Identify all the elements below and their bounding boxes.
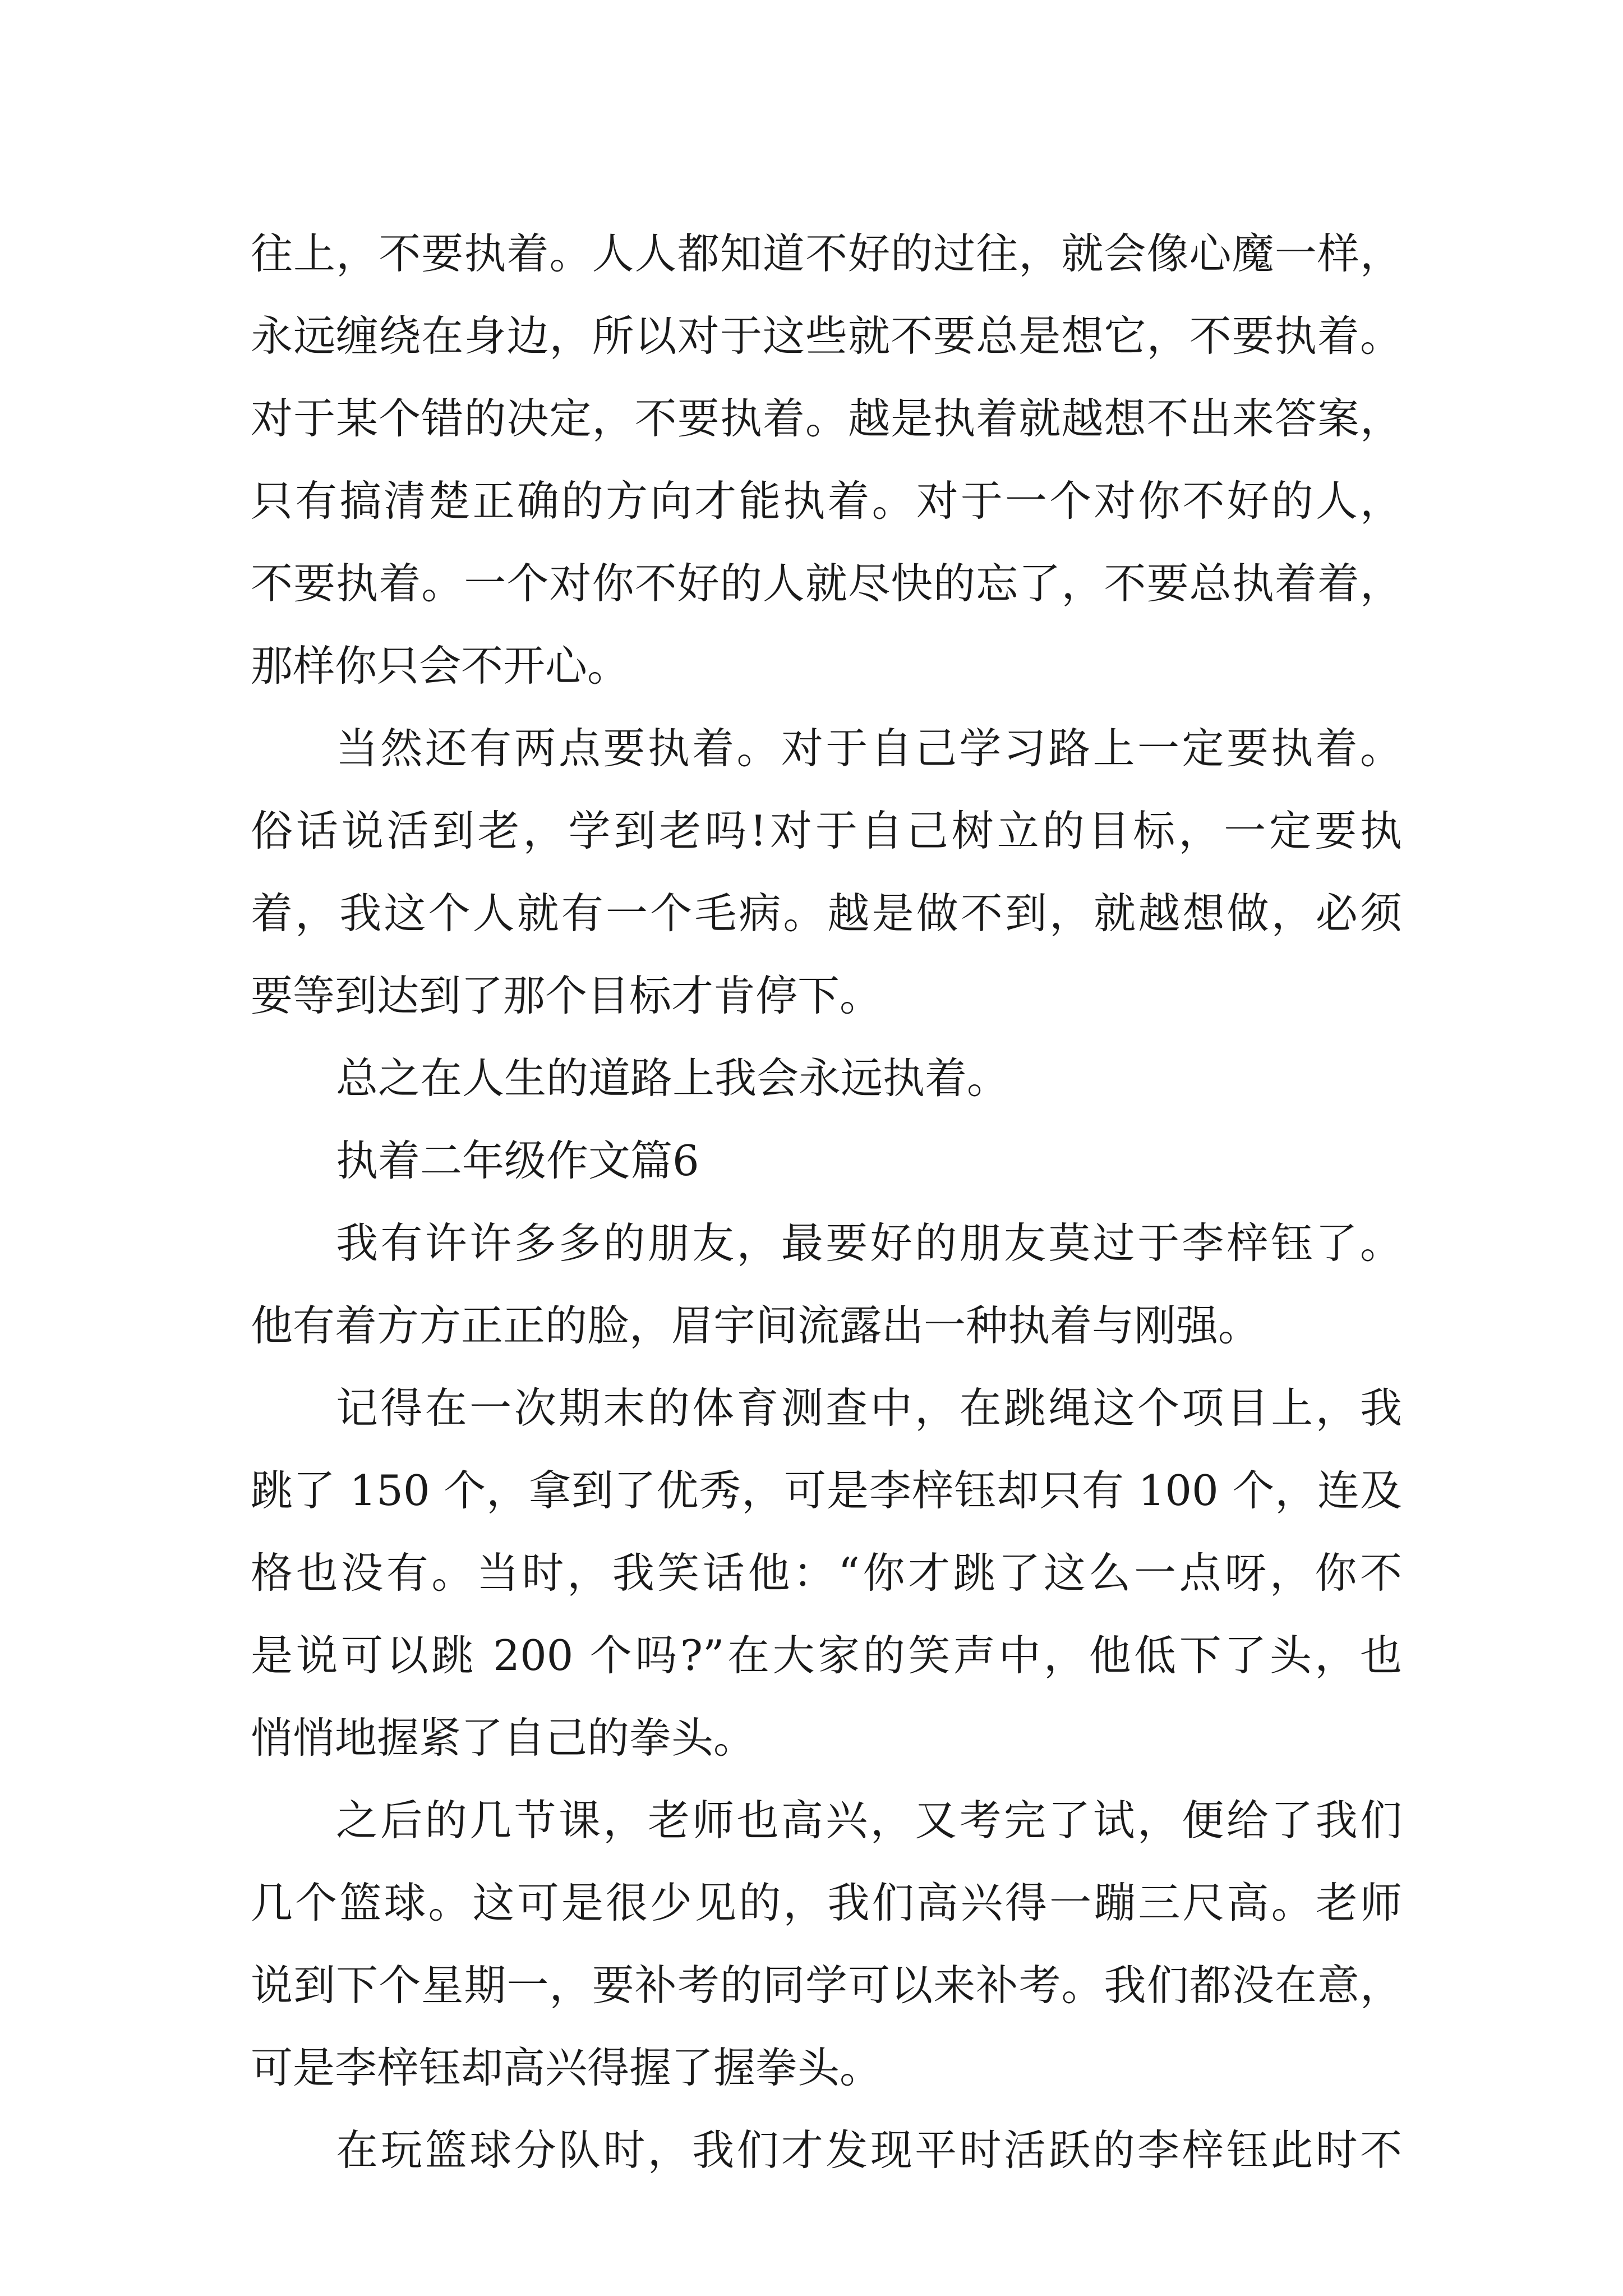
paragraph-first-line: 当然还有两点要执着。对于自己学习路上一定要执着。 bbox=[336, 724, 1402, 773]
section-heading: 执着二年级作文篇6 bbox=[336, 1136, 699, 1185]
text-line: 跳了 150 个，拿到了优秀，可是李梓钰却只有 100 个，连及 bbox=[251, 1466, 1402, 1515]
text-line: 格也没有。当时，我笑话他：“你才跳了这么一点呀，你不 bbox=[251, 1548, 1402, 1598]
text-line: 他有着方方正正的脸，眉宇间流露出一种执着与刚强。 bbox=[251, 1301, 1261, 1350]
paragraph-first-line: 记得在一次期末的体育测查中，在跳绳这个项目上，我 bbox=[336, 1383, 1402, 1433]
text-line: 着，我这个人就有一个毛病。越是做不到，就越想做，必须 bbox=[251, 889, 1402, 938]
text-line: 永远缠绕在身边，所以对于这些就不要总是想它，不要执着。 bbox=[251, 311, 1402, 361]
text-line: 几个篮球。这可是很少见的，我们高兴得一蹦三尺高。老师 bbox=[251, 1878, 1402, 1927]
paragraph-first-line: 之后的几节课，老师也高兴，又考完了试，便给了我们 bbox=[336, 1796, 1402, 1845]
text-line: 是说可以跳 200 个吗?”在大家的笑声中，他低下了头，也 bbox=[251, 1631, 1402, 1680]
text-line: 要等到达到了那个目标才肯停下。 bbox=[251, 971, 882, 1020]
text-line: 悄悄地握紧了自己的拳头。 bbox=[251, 1713, 756, 1763]
text-line: 可是李梓钰却高兴得握了握拳头。 bbox=[251, 2043, 882, 2092]
text-line: 那样你只会不开心。 bbox=[251, 641, 630, 691]
text-line: 俗话说活到老，学到老吗!对于自己树立的目标，一定要执 bbox=[251, 806, 1402, 855]
text-line: 不要执着。一个对你不好的人就尽快的忘了，不要总执着着， bbox=[251, 559, 1402, 608]
paragraph-first-line: 总之在人生的道路上我会永远执着。 bbox=[336, 1053, 1009, 1103]
document-body bbox=[251, 213, 1402, 2192]
paragraph-first-line: 我有许许多多的朋友，最要好的朋友莫过于李梓钰了。 bbox=[336, 1218, 1402, 1268]
paragraph-first-line: 在玩篮球分队时，我们才发现平时活跃的李梓钰此时不 bbox=[336, 2125, 1402, 2175]
text-line: 说到下个星期一，要补考的同学可以来补考。我们都没在意， bbox=[251, 1961, 1402, 2010]
text-line: 对于某个错的决定，不要执着。越是执着就越想不出来答案， bbox=[251, 394, 1402, 443]
text-line: 往上，不要执着。人人都知道不好的过往，就会像心魔一样， bbox=[251, 229, 1402, 278]
text-line: 只有搞清楚正确的方向才能执着。对于一个对你不好的人， bbox=[251, 476, 1402, 526]
